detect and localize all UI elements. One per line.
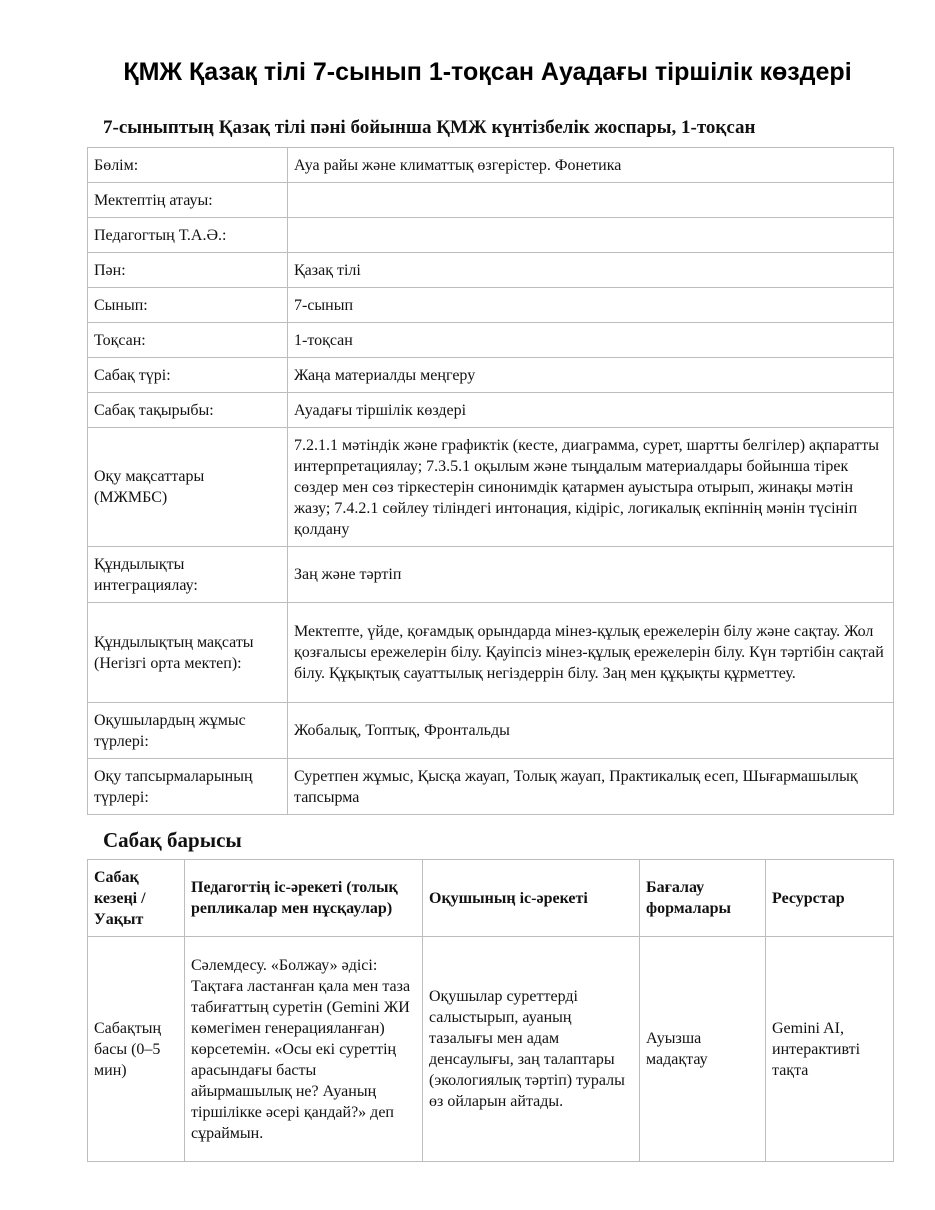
info-label-school: Мектептің атауы: (88, 183, 288, 218)
table-header-row (88, 860, 894, 937)
info-label-lesson-topic: Сабақ тақырыбы: (88, 393, 288, 428)
lesson-progress-table (87, 859, 894, 1162)
cell-resources: Gemini AI, интерактивті тақта (766, 937, 894, 1162)
info-value-school[interactable] (288, 183, 894, 218)
table-row (88, 603, 894, 703)
info-value-learning-objectives: 7.2.1.1 мәтіндік және графиктік (кесте, диаграмма, сурет, шартты белгілер) ақпаратты интерпретациялау; 7.3.5.1 оқылым және тыңдалым материалдары бойынша тірек сөздер мен сөз тіркестерін синонимдік қатармен ауыстыра отырып, жинақы мәтін жазу; 7.4.2.1 сөйлеу тіліндегі интонация, кідіріс, логикалық екпіннің мәнін түсініп қолдану (288, 428, 894, 547)
header-teacher-activity: Педагогтің іс-әрекеті (толық репликалар мен нұсқаулар) (185, 860, 423, 937)
cell-teacher-activity: Сәлемдесу. «Болжау» әдісі: Тақтаға ластанған қала мен таза табиғаттың суретін (Gemini ЖИ көмегімен генерацияланған) көрсетемін. «Осы екі суреттің арасындағы басты айырмашылық не? Ауаның тіршілікке әсері қандай?» деп сұраймын. (185, 937, 423, 1162)
header-student-activity: Оқушының іс-әрекеті (423, 860, 640, 937)
table-row (88, 253, 894, 288)
info-value-quarter: 1-тоқсан (288, 323, 894, 358)
info-label-teacher: Педагогтың Т.А.Ә.: (88, 218, 288, 253)
cell-assessment: Ауызша мадақтау (640, 937, 766, 1162)
lesson-info-table (87, 147, 894, 815)
header-resources: Ресурстар (766, 860, 894, 937)
info-value-grade: 7-сынып (288, 288, 894, 323)
table-row (88, 759, 894, 815)
info-value-section: Ауа райы және климаттық өзгерістер. Фонетика (288, 148, 894, 183)
info-label-section: Бөлім: (88, 148, 288, 183)
info-label-lesson-type: Сабақ түрі: (88, 358, 288, 393)
table-row (88, 428, 894, 547)
table-row (88, 218, 894, 253)
info-value-lesson-type: Жаңа материалды меңгеру (288, 358, 894, 393)
table-row (88, 937, 894, 1162)
info-value-value-goal: Мектепте, үйде, қоғамдық орындарда мінез-құлық ережелерін білу және сақтау. Жол қозғалысы ережелерін білу. Қауіпсіз мінез-құлық ережелерін білу. Күн тәртібін сақтай білу. Құқықтық сауаттылық негіздеррін білу. Заң мен құқықты құрметтеу. (288, 603, 894, 703)
table-row (88, 323, 894, 358)
info-value-value-integration: Заң және тәртіп (288, 547, 894, 603)
info-value-work-forms: Жобалық, Топтық, Фронтальды (288, 703, 894, 759)
info-label-grade: Сынып: (88, 288, 288, 323)
table-row (88, 288, 894, 323)
table-row (88, 547, 894, 603)
info-label-work-forms: Оқушылардың жұмыс түрлері: (88, 703, 288, 759)
header-assessment: Бағалау формалары (640, 860, 766, 937)
info-label-value-integration: Құндылықты интеграциялау: (88, 547, 288, 603)
table-row (88, 703, 894, 759)
info-label-subject: Пән: (88, 253, 288, 288)
info-value-lesson-topic: Ауадағы тіршілік көздері (288, 393, 894, 428)
info-label-value-goal: Құндылықтың мақсаты (Негізгі орта мектеп): (88, 603, 288, 703)
header-stage: Сабақ кезеңі / Уақыт (88, 860, 185, 937)
table-row (88, 183, 894, 218)
info-value-subject: Қазақ тілі (288, 253, 894, 288)
cell-stage: Сабақтың басы (0–5 мин) (88, 937, 185, 1162)
info-label-quarter: Тоқсан: (88, 323, 288, 358)
document-subtitle: 7-сыныптың Қазақ тілі пәні бойынша ҚМЖ күнтізбелік жоспары, 1-тоқсан (103, 117, 756, 138)
info-label-task-types: Оқу тапсырмаларының түрлері: (88, 759, 288, 815)
info-value-teacher[interactable] (288, 218, 894, 253)
document-title: ҚМЖ Қазақ тілі 7-сынып 1-тоқсан Ауадағы тіршілік көздері (123, 58, 852, 86)
info-label-learning-objectives: Оқу мақсаттары (МЖМБС) (88, 428, 288, 547)
cell-student-activity: Оқушылар суреттерді салыстырып, ауаның тазалығы мен адам денсаулығы, заң талаптары (экологиялық тәртіп) туралы өз ойларын айтады. (423, 937, 640, 1162)
table-row (88, 358, 894, 393)
info-value-task-types: Суретпен жұмыс, Қысқа жауап, Толық жауап, Практикалық есеп, Шығармашылық тапсырма (288, 759, 894, 815)
table-row (88, 393, 894, 428)
table-row (88, 148, 894, 183)
lesson-progress-heading: Сабақ барысы (103, 828, 242, 852)
